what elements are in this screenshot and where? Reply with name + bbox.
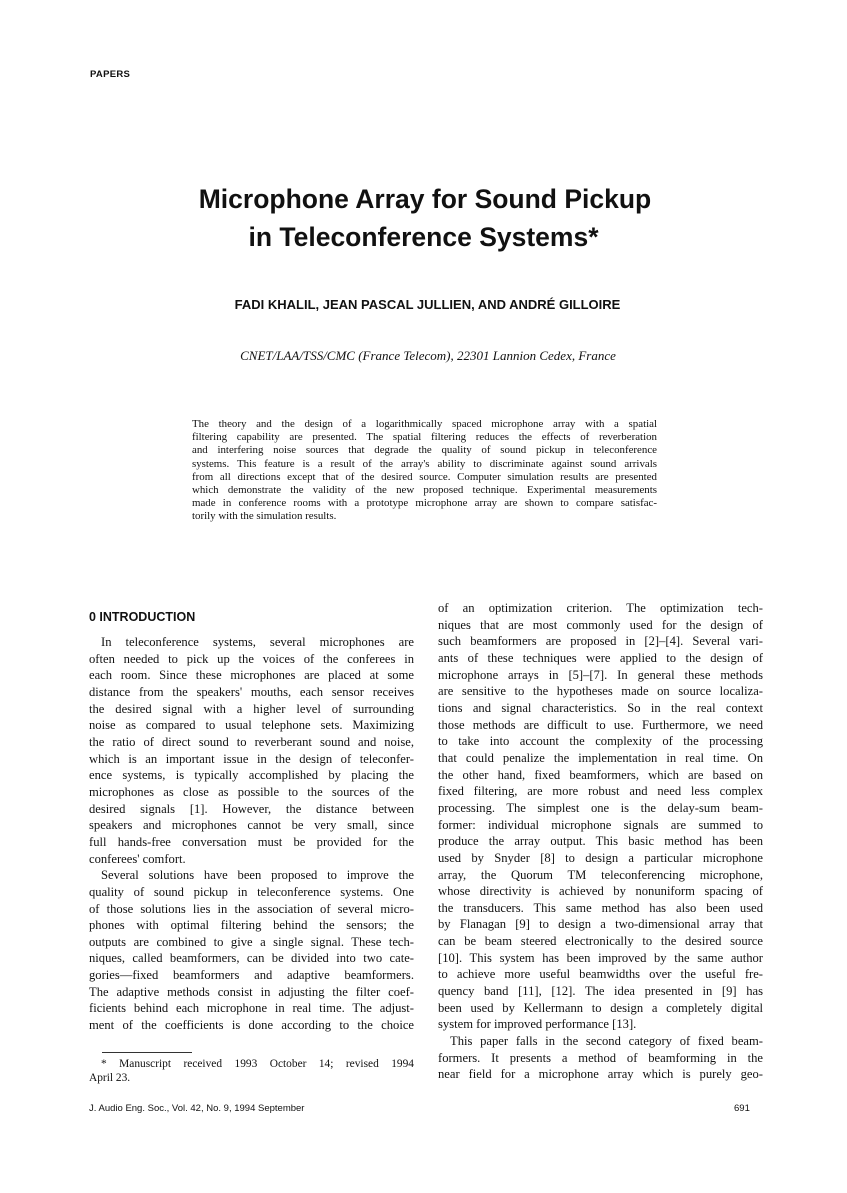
text-line: which is an important issue in the design of teleconfer- xyxy=(89,751,414,766)
text-line: conferees' comfort. xyxy=(89,851,186,866)
text-line: niques that are most commonly used for the design of xyxy=(438,617,763,632)
abstract xyxy=(192,418,657,524)
text-line: microphones as close as possible to the sources of the xyxy=(89,784,414,799)
text-line: each room. Since these microphones are placed at some xyxy=(89,668,414,683)
text-line: In teleconference systems, several microphones are xyxy=(101,635,414,649)
text-line: ence systems, is typically accomplished by placing the xyxy=(89,768,414,783)
text-line: speakers and microphones cannot be very small, since xyxy=(89,818,414,833)
body-column-left xyxy=(89,634,414,1034)
text-line: system for improved performance [13]. xyxy=(438,1017,637,1032)
title-line-1: Microphone Array for Sound Pickup xyxy=(198,184,652,214)
paper-title xyxy=(0,180,847,256)
text-line: microphone arrays in [5]–[7]. In general these methods xyxy=(438,667,763,682)
text-line: array, the Quorum TM teleconferencing microphone, xyxy=(438,867,763,882)
text-line: phones with optimal filtering behind the sensors; the xyxy=(89,918,414,933)
authors: FADI KHALIL, JEAN PASCAL JULLIEN, AND ANDRÉ GILLOIRE xyxy=(234,297,621,312)
text-line: the transducers. This same method has also been used xyxy=(438,900,763,915)
text-line: been used by Kellermann to design a completely digital xyxy=(438,1000,763,1015)
text-line: that could penalize the implementation in real time. On xyxy=(438,750,763,765)
text-line: often needed to pick up the voices of the conferees in xyxy=(89,651,414,666)
text-line: [10]. This system has been improved by the same author xyxy=(438,950,763,965)
text-line: made in conference rooms with a prototype microphone array are shown to compare satisfac- xyxy=(192,497,657,510)
footnote xyxy=(89,1058,414,1085)
text-line: the desired signal with a higher level of surrounding xyxy=(89,701,414,716)
text-line: distance from the speakers' mouths, each sensor receives xyxy=(89,684,414,699)
text-line: to achieve more useful beamwidths over the useful fre- xyxy=(438,967,763,982)
text-line: ants of these techniques were applied to the design of xyxy=(438,650,763,665)
text-line: to take into account the complexity of the processing xyxy=(438,734,763,749)
text-line: former: individual microphone signals are summed to xyxy=(438,817,763,832)
footer-journal-citation: J. Audio Eng. Soc., Vol. 42, No. 9, 1994 September xyxy=(89,1103,305,1114)
text-line: by Flanagan [9] to design a two-dimensional array that xyxy=(438,917,763,932)
page-number: 691 xyxy=(734,1103,750,1114)
text-line: tions and signal characteristics. So in the real context xyxy=(438,700,763,715)
text-line: of those solutions lies in the association of several micro- xyxy=(89,901,414,916)
affiliation: CNET/LAA/TSS/CMC (France Telecom), 22301 Lannion Cedex, France xyxy=(240,348,616,363)
text-line: those methods are difficult to use. Furthermore, we need xyxy=(438,717,763,732)
text-line: and interfering noise sources that degrade the quality of sound pickup in teleconference xyxy=(192,444,657,457)
footnote-rule xyxy=(102,1052,192,1053)
text-line: fixed filtering, are more robust and need less complex xyxy=(438,784,763,799)
text-line: from all directions except that of the desired source. Computer simulation results are presented xyxy=(192,470,657,483)
text-line: which demonstrate the validity of the new proposed technique. Experimental measurements xyxy=(192,484,657,497)
text-line: quality of sound pickup in teleconference systems. One xyxy=(89,884,414,899)
section-tag: PAPERS xyxy=(90,69,131,80)
text-line: full hands-free conversation must be provided for the xyxy=(89,834,414,849)
text-line: whose directivity is achieved by nonuniform spacing of xyxy=(438,884,763,899)
text-line: torily with the simulation results. xyxy=(192,510,337,523)
text-line: ment of the coefficients is done according to the choice xyxy=(89,1018,414,1033)
text-line: outputs are combined to give a single signal. These tech- xyxy=(89,934,414,949)
text-line: The theory and the design of a logarithmically spaced microphone array with a spatial xyxy=(192,418,657,430)
text-line: produce the array output. This basic method has been xyxy=(438,834,763,849)
text-line: used by Snyder [8] to design a particular microphone xyxy=(438,850,763,865)
text-line: gories—fixed beamformers and adaptive beamformers. xyxy=(89,968,414,983)
text-line: the other hand, fixed beamformers, which are based on xyxy=(438,767,763,782)
text-line: ficients behind each microphone in real time. The adjust- xyxy=(89,1001,414,1016)
text-line: of an optimization criterion. The optimization tech- xyxy=(438,601,763,615)
title-line-2: in Teleconference Systems* xyxy=(248,222,599,252)
text-line: * Manuscript received 1993 October 14; revised 1994 xyxy=(101,1058,414,1070)
text-line: such beamformers are proposed in [2]–[4]. Several vari- xyxy=(438,634,763,649)
text-line: April 23. xyxy=(89,1071,131,1084)
text-line: are sensitive to the hypotheses made on source localiza- xyxy=(438,684,763,699)
text-line: The adaptive methods consist in adjusting the filter coef- xyxy=(89,984,414,999)
text-line: Several solutions have been proposed to improve the xyxy=(101,868,414,883)
text-line: can be beam steered electronically to the desired source xyxy=(438,934,763,949)
text-line: quency band [11], [12]. The idea presented in [9] has xyxy=(438,984,763,999)
body-column-right xyxy=(438,600,763,1083)
text-line: the ratio of direct sound to reverberant sound and noise, xyxy=(89,734,414,749)
text-line: noise as compared to usual telephone sets. Maximizing xyxy=(89,718,414,733)
text-line: niques, called beamformers, can be divided into two cate- xyxy=(89,951,414,966)
section-heading: 0 INTRODUCTION xyxy=(89,610,196,624)
text-line: systems. This feature is a result of the array's ability to discriminate against sound arrivals xyxy=(192,457,657,470)
text-line: desired signals [1]. However, the distance between xyxy=(89,801,414,816)
text-line: formers. It presents a method of beamforming in the xyxy=(438,1050,763,1065)
text-line: processing. The simplest one is the delay-sum beam- xyxy=(438,800,763,815)
text-line: filtering capability are presented. The spatial filtering reduces the effects of reverberation xyxy=(192,431,657,444)
text-line: near field for a microphone array which is purely geo- xyxy=(438,1067,763,1082)
text-line: This paper falls in the second category of fixed beam- xyxy=(450,1034,763,1049)
